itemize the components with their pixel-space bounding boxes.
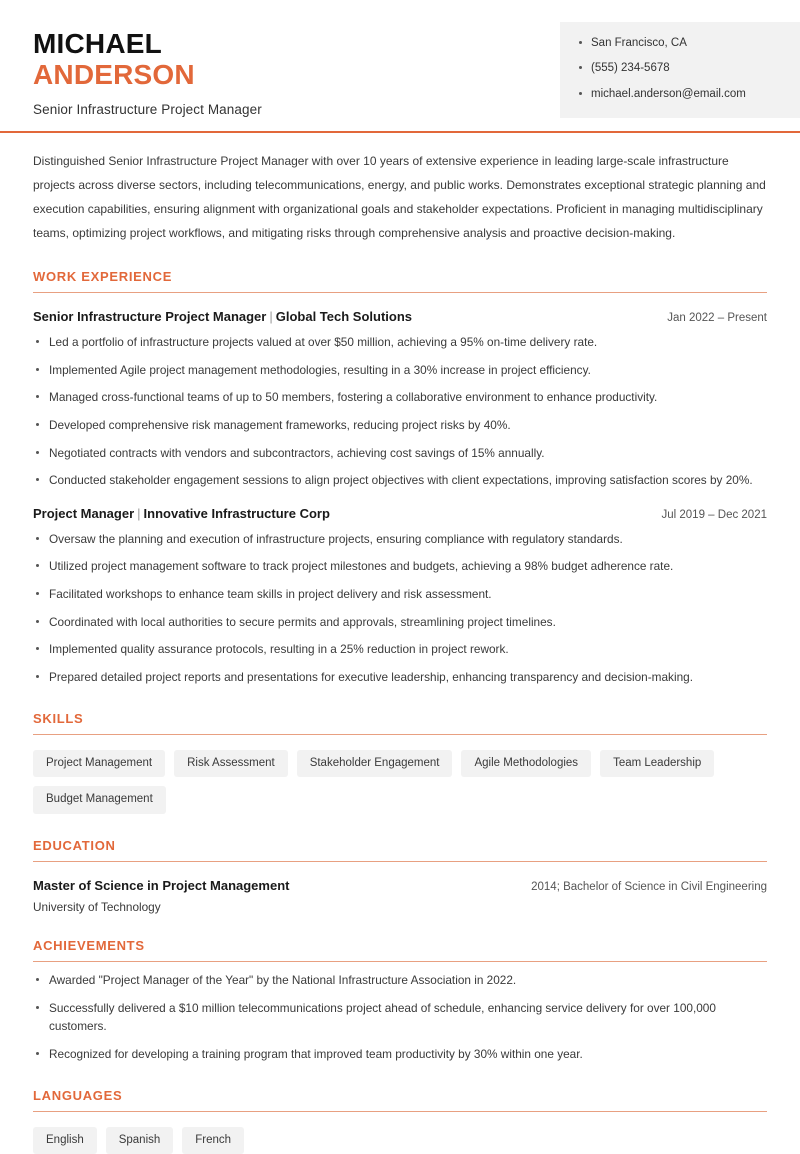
section-rule (33, 861, 767, 862)
experience-bullet: Managed cross-functional teams of up to 50 members, fostering a collaborative environment to enhance productivity. (33, 388, 767, 407)
skill-tag: Risk Assessment (174, 750, 288, 778)
section-rule (33, 1111, 767, 1112)
section-skills (33, 711, 767, 815)
contact-item-email: michael.anderson@email.com (578, 87, 800, 101)
experience-entry-header (33, 309, 767, 324)
header-divider (0, 131, 800, 133)
headline-job-title: Senior Infrastructure Project Manager (33, 101, 262, 117)
languages-tag-list (33, 1127, 767, 1154)
professional-summary: Distinguished Senior Infrastructure Project Manager with over 10 years of extensive experience in leading large-scale infrastructure projects across diverse sectors, including telecommunications, energy, and public works. Demonstrates exceptional strategic planning and execution capabilities, ensuring alignment with organizational goals and stakeholder expectations. Proficient in managing multidisciplinary teams, optimizing project workflows, and mitigating risks through comprehensive analysis and proactive decision-making. (33, 154, 766, 240)
experience-bullet: Facilitated workshops to enhance team skills in project delivery and risk assessment. (33, 585, 767, 604)
section-title-skills: SKILLS (33, 710, 84, 726)
experience-entry (33, 309, 767, 490)
contact-item-location: San Francisco, CA (578, 36, 800, 50)
experience-role: Senior Infrastructure Project Manager (33, 309, 267, 324)
experience-bullet: Utilized project management software to track project milestones and budgets, achieving a 98% budget adherence rate. (33, 557, 767, 576)
section-rule (33, 961, 767, 962)
skill-tag: Agile Methodologies (461, 750, 591, 778)
education-meta: 2014; Bachelor of Science in Civil Engineering (531, 881, 767, 894)
title-separator: | (269, 309, 273, 324)
experience-bullet-list (33, 530, 767, 687)
language-tag: Spanish (106, 1127, 174, 1154)
achievement-item: Recognized for developing a training program that improved team productivity by 30% within one year. (33, 1045, 767, 1064)
last-name: ANDERSON (33, 59, 195, 91)
experience-bullet: Conducted stakeholder engagement sessions to align project objectives with client expectations, improving satisfaction scores by 20%. (33, 471, 767, 490)
identity-block (0, 22, 262, 117)
education-entry-header (33, 878, 767, 893)
achievement-item: Successfully delivered a $10 million telecommunications project ahead of schedule, enhancing service delivery for over 100,000 customers. (33, 999, 767, 1036)
language-tag: French (182, 1127, 244, 1154)
section-achievements (33, 938, 767, 1064)
skill-tag: Stakeholder Engagement (297, 750, 453, 778)
skill-tag: Project Management (33, 750, 165, 778)
section-rule (33, 292, 767, 293)
skills-tag-list (33, 750, 767, 815)
section-languages (33, 1088, 767, 1154)
experience-title-company (33, 506, 330, 521)
education-degree: Master of Science in Project Management (33, 878, 290, 894)
language-tag: English (33, 1127, 97, 1154)
skill-tag: Team Leadership (600, 750, 714, 778)
section-title-achievements: ACHIEVEMENTS (33, 938, 145, 954)
section-work-experience (33, 269, 767, 687)
skill-tag: Budget Management (33, 786, 166, 814)
experience-entry-header (33, 506, 767, 521)
achievement-item: Awarded "Project Manager of the Year" by the National Infrastructure Association in 2022. (33, 971, 767, 990)
experience-bullet: Negotiated contracts with vendors and subcontractors, achieving cost savings of 15% annually. (33, 444, 767, 463)
contact-info-box (560, 22, 800, 118)
section-title-education: EDUCATION (33, 838, 116, 854)
experience-date-range: Jul 2019 – Dec 2021 (661, 508, 767, 521)
experience-bullet: Implemented Agile project management methodologies, resulting in a 30% increase in project efficiency. (33, 361, 767, 380)
experience-bullet-list (33, 333, 767, 490)
experience-date-range: Jan 2022 – Present (667, 312, 767, 324)
resume-header (0, 0, 800, 118)
education-school: University of Technology (33, 900, 161, 915)
achievements-list (33, 971, 767, 1064)
section-title-languages: LANGUAGES (33, 1087, 123, 1103)
experience-bullet: Implemented quality assurance protocols, resulting in a 25% reduction in project rework. (33, 640, 767, 659)
experience-title-company (33, 309, 412, 324)
experience-company: Global Tech Solutions (275, 309, 412, 324)
experience-bullet: Led a portfolio of infrastructure projects valued at over $50 million, achieving a 95% on-time delivery rate. (33, 333, 767, 352)
experience-company: Innovative Infrastructure Corp (143, 505, 330, 521)
section-rule (33, 734, 767, 735)
contact-item-phone: (555) 234-5678 (578, 61, 800, 75)
title-separator: | (137, 505, 141, 521)
section-education (33, 838, 767, 914)
resume-body (0, 149, 800, 1154)
experience-entry (33, 506, 767, 687)
experience-bullet: Oversaw the planning and execution of infrastructure projects, ensuring compliance with regulatory standards. (33, 530, 767, 549)
first-name: MICHAEL (33, 28, 162, 59)
experience-bullet: Coordinated with local authorities to secure permits and approvals, streamlining project timelines. (33, 613, 767, 632)
experience-bullet: Prepared detailed project reports and presentations for executive leadership, enhancing transparency and decision-making. (33, 668, 767, 687)
experience-bullet: Developed comprehensive risk management frameworks, reducing project risks by 40%. (33, 416, 767, 435)
experience-role: Project Manager (33, 505, 135, 521)
section-title-work-experience: WORK EXPERIENCE (33, 269, 173, 284)
